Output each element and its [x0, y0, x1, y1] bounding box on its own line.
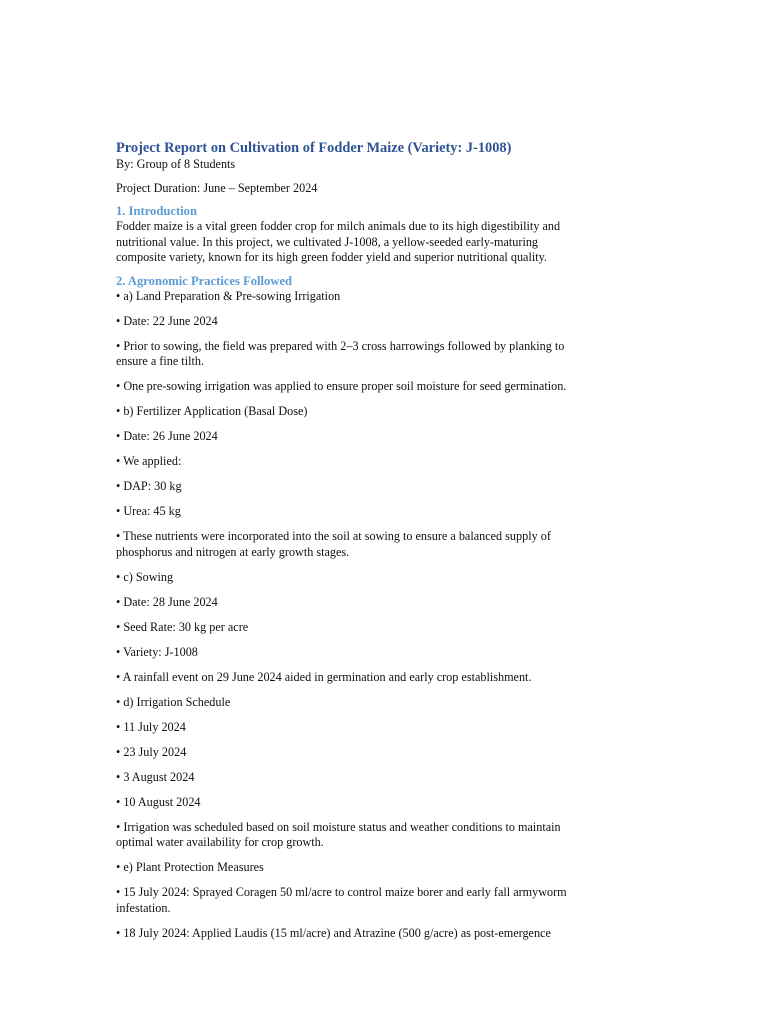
list-item: • These nutrients were incorporated into the soil at sowing to ensure a balanced supply of phosphorus and nitrogen at early growth stages. [116, 529, 551, 559]
list-item: • Irrigation was scheduled based on soil moisture status and weather conditions to maintain optimal water availability for crop growth. [116, 819, 561, 849]
list-item: • Date: 22 June 2024 [116, 313, 218, 328]
document-body [116, 139, 568, 951]
list-item: • b) Fertilizer Application (Basal Dose) [116, 404, 308, 418]
list-item: • A rainfall event on 29 June 2024 aided in germination and early crop establishment. [116, 669, 532, 684]
project-duration: Project Duration: June – September 2024 [116, 180, 318, 195]
list-item: • 15 July 2024: Sprayed Coragen 50 ml/acre to control maize borer and early fall armyworm infestation. [116, 885, 567, 915]
list-item: • 3 August 2024 [116, 769, 195, 784]
list-item: • One pre-sowing irrigation was applied to ensure proper soil moisture for seed germination. [116, 379, 567, 393]
list-item: • 23 July 2024 [116, 744, 187, 759]
list-item: • 11 July 2024 [116, 719, 186, 734]
list-item: • We applied: [116, 454, 182, 468]
list-item: • c) Sowing [116, 569, 174, 584]
list-item: • a) Land Preparation & Pre-sowing Irrigation [116, 288, 341, 303]
list-item: • 18 July 2024: Applied Laudis (15 ml/acre) and Atrazine (500 g/acre) as post-emergence [116, 925, 551, 940]
list-item: • Seed Rate: 30 kg per acre [116, 619, 249, 634]
introduction-paragraph: Fodder maize is a vital green fodder crop for milch animals due to its high digestibility and nutritional value. In this project, we cultivated J-1008, a yellow-seeded early-maturing composite variety, known for its high green fodder yield and superior nutritional quality. [116, 219, 561, 264]
byline: By: Group of 8 Students [116, 157, 236, 171]
list-item: • Urea: 45 kg [116, 504, 181, 518]
list-item: • Variety: J-1008 [116, 644, 198, 659]
list-item: • d) Irrigation Schedule [116, 694, 231, 709]
list-item: • Date: 26 June 2024 [116, 429, 218, 443]
list-item: • Prior to sowing, the field was prepared with 2–3 cross harrowings followed by planking to ensure a fine tilth. [116, 338, 565, 368]
section-heading-agronomic-practices: 2. Agronomic Practices Followed [116, 273, 293, 288]
list-item: • DAP: 30 kg [116, 479, 182, 493]
list-item: • 10 August 2024 [116, 794, 201, 809]
list-item: • e) Plant Protection Measures [116, 860, 264, 874]
document-title: Project Report on Cultivation of Fodder Maize (Variety: J-1008) [116, 140, 512, 156]
agronomic-practices-list [116, 289, 568, 942]
section-heading-introduction: 1. Introduction [116, 204, 197, 218]
list-item: • Date: 28 June 2024 [116, 594, 218, 609]
